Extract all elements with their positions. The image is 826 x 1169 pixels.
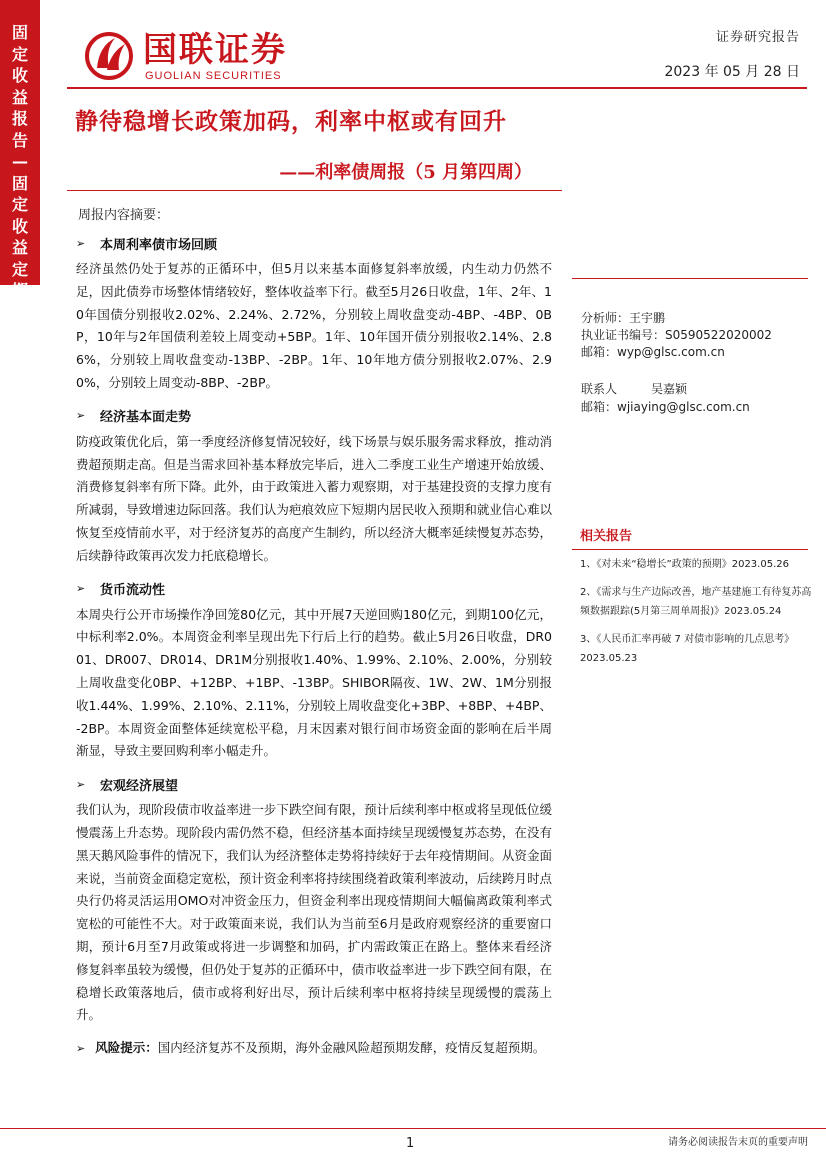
section-paragraph: 经济虽然仍处于复苏的正循环中，但5月以来基本面修复斜率放缓，内生动力仍然不足，因此债券市场整体情绪较好，整体收益率下行。截至5月26日收盘，1年、2年、10年国债分别报收2.02%、2.24%、2.72%，分别较上周收盘变动-4BP、-4BP、0BP，10年与2年国债利差较上周变动+5BP。1年、10年国开债分别报收2.14%、2.86%，分别较上周收盘变动-13BP、-2BP。1年、10年地方债分别报收2.07%、2.90%，分别较上周变动-8BP、-2BP。: [76, 261, 552, 390]
report-body: [76, 232, 552, 1061]
section-liquidity: [76, 578, 552, 764]
contact-name: 吴嘉颖: [651, 382, 688, 396]
section-economy: [76, 405, 552, 568]
contact-email-row: [581, 398, 816, 416]
section-header: [76, 773, 552, 795]
title-divider: [67, 190, 562, 191]
related-reports-list: [580, 555, 814, 677]
logo-english-name: GUOLIAN SECURITIES: [145, 70, 282, 82]
page-subtitle: ——利率债周报（5 月第四周）: [279, 162, 532, 183]
section-paragraph: 本周央行公开市场操作净回笼80亿元，其中开展7天逆回购180亿元，到期100亿元，中标利率2.0%。本周资金利率呈现出先下行后上行的趋势。截止5月26日收盘，DR001、DR007、DR014、DR1M分别报收1.40%、1.99%、2.10%、2.00%，分别较上周收盘变化0BP、+12BP、+1BP、-13BP。SHIBOR隔夜、1W、2W、1M分别报收1.44%、1.99%、2.10%、2.11%，分别较上周收盘变化+3BP、+8BP、+4BP、-2BP。本周资金面整体延续宽松平稳，月末因素对银行间市场资金面的影响在后半周渐显，导致主要回购利率小幅走升。: [76, 606, 552, 759]
risk-text: 国内经济复苏不及预期，海外金融风险超预期发酵，疫情反复超预期。: [157, 1040, 546, 1056]
sidebar-char: 定: [11, 259, 28, 279]
section-header: [76, 232, 552, 254]
contact-label: 联系人: [581, 382, 618, 396]
analyst-email[interactable]: wyp@glsc.com.cn: [617, 345, 725, 359]
section-title: 经济基本面走势: [100, 410, 192, 426]
analyst-cert-row: [581, 327, 816, 344]
section-header: [76, 578, 552, 600]
analyst-email-row: [581, 344, 816, 361]
arrow-bullet-icon: ➢: [76, 1042, 86, 1056]
section-title: 货币流动性: [100, 583, 166, 599]
sidebar-char: 告: [11, 130, 28, 150]
related-reports-title: 相关报告: [580, 529, 633, 544]
logo-mark-icon: [83, 28, 139, 84]
risk-label: 风险提示：: [95, 1040, 158, 1056]
related-report-item[interactable]: 3、《人民币汇率再破 7 对债市影响的几点思考》2023.05.23: [580, 634, 795, 664]
footer-disclaimer: 请务必阅读报告末页的重要声明: [668, 1137, 808, 1148]
analyst-cert: S0590522020002: [665, 328, 772, 342]
analyst-name-label: 分析师：: [581, 311, 630, 325]
sidebar-char: 收: [11, 216, 28, 236]
related-reports-header: [572, 527, 808, 550]
contact-email[interactable]: wjiaying@glsc.com.cn: [617, 400, 750, 414]
sidebar-char: —: [12, 152, 28, 171]
sidebar-char: 固: [11, 173, 28, 193]
risk-warning: [76, 1037, 552, 1061]
page-title: 静待稳增长政策加码，利率中枢或有回升: [75, 108, 507, 135]
sidebar-band: [0, 0, 40, 300]
summary-label: 周报内容摘要：: [78, 208, 170, 223]
sidebar-char: 益: [11, 87, 28, 107]
sidebar-char: 期: [11, 281, 28, 300]
logo-chinese-name: 国联证券: [143, 30, 287, 70]
section-market-review: [76, 232, 552, 395]
sidebar-char: 益: [11, 238, 28, 257]
sidebar-right-divider: [572, 278, 808, 279]
page-number: 1: [406, 1136, 415, 1151]
contact-info: [581, 380, 816, 416]
section-outlook: [76, 773, 552, 1027]
analyst-name: 王宇鹏: [629, 311, 666, 325]
analyst-name-row: [581, 310, 816, 327]
section-title: 本周利率债市场回顾: [100, 237, 218, 253]
section-paragraph: 防疫政策优化后，第一季度经济修复情况较好，线下场景与娱乐服务需求释放，推动消费超预期走高。但是当需求回补基本释放完毕后，进入二季度工业生产增速开始放缓、消费修复斜率有所下降。此外，由于政策进入蓄力观察期，对于基建投资的支撑力度有所减弱，导致增速边际回落。我们认为疤痕效应下短期内居民收入预期和就业信心难以恢复至疫情前水平，对于经济复苏的高度产生制约，所以经济大概率延续慢复苏态势，后续静待政策再次发力托底稳增长。: [76, 433, 552, 563]
section-title: 宏观经济展望: [100, 778, 179, 794]
related-report-item[interactable]: 2、《需求与生产边际改善，地产基建施工有待复苏高频数据跟踪(5月第三周单周报)》2023.05.24: [580, 587, 812, 617]
arrow-bullet-icon: ➢: [76, 582, 86, 596]
sidebar-label: [0, 22, 40, 302]
header-divider: [67, 87, 807, 89]
analyst-email-label: 邮箱：: [581, 345, 618, 359]
contact-email-label: 邮箱：: [581, 400, 618, 414]
arrow-bullet-icon: ➢: [76, 236, 86, 250]
sidebar-char: 收: [11, 66, 28, 85]
analyst-cert-label: 执业证书编号：: [581, 328, 666, 342]
sidebar-char: 固: [11, 23, 28, 42]
section-paragraph: 我们认为，现阶段债市收益率进一步下跌空间有限，预计后续利率中枢或将呈现低位缓慢震荡上升态势。现阶段内需仍然不稳，但经济基本面持续呈现缓慢复苏态势，在没有黑天鹅风险事件的情况下，我们认为经济整体走势将持续好于去年疫情期间。从资金面来说，当前资金面稳定宽松，预计资金利率将持续围绕着政策利率波动，后续跨月时点央行仍将灵活运用OMO对冲资金压力，但资金利率出现疫情期间大幅偏离政策利率式宽松的可能性不大。对于政策面来说，我们认为当前至6月是政府观察经济的重要窗口期，预计6月至7月政策或将进一步调整和加码，扩内需政策正在路上。整体来看经济修复斜率虽较为缓慢，但仍处于复苏的正循环中，债市收益率进一步下跌空间有限，在稳增长政策落地后，债市或将利好出尽，预计后续利率中枢将持续呈现缓慢的震荡上升。: [76, 802, 552, 1023]
sidebar-char: 报: [11, 109, 28, 128]
arrow-bullet-icon: ➢: [76, 409, 86, 423]
report-type: 证券研究报告: [715, 30, 800, 45]
sidebar-char: 定: [11, 44, 28, 64]
sidebar-char: 定: [11, 195, 28, 214]
report-date: 2023 年 05 月 28 日: [664, 64, 800, 80]
section-header: [76, 405, 552, 427]
arrow-bullet-icon: ➢: [76, 777, 86, 791]
contact-name-row: [581, 380, 816, 398]
footer-divider: [0, 1128, 826, 1129]
analyst-info: [581, 310, 816, 361]
related-report-item[interactable]: 1、《对未来“稳增长”政策的预期》2023.05.26: [580, 559, 789, 570]
company-logo: [83, 28, 298, 84]
